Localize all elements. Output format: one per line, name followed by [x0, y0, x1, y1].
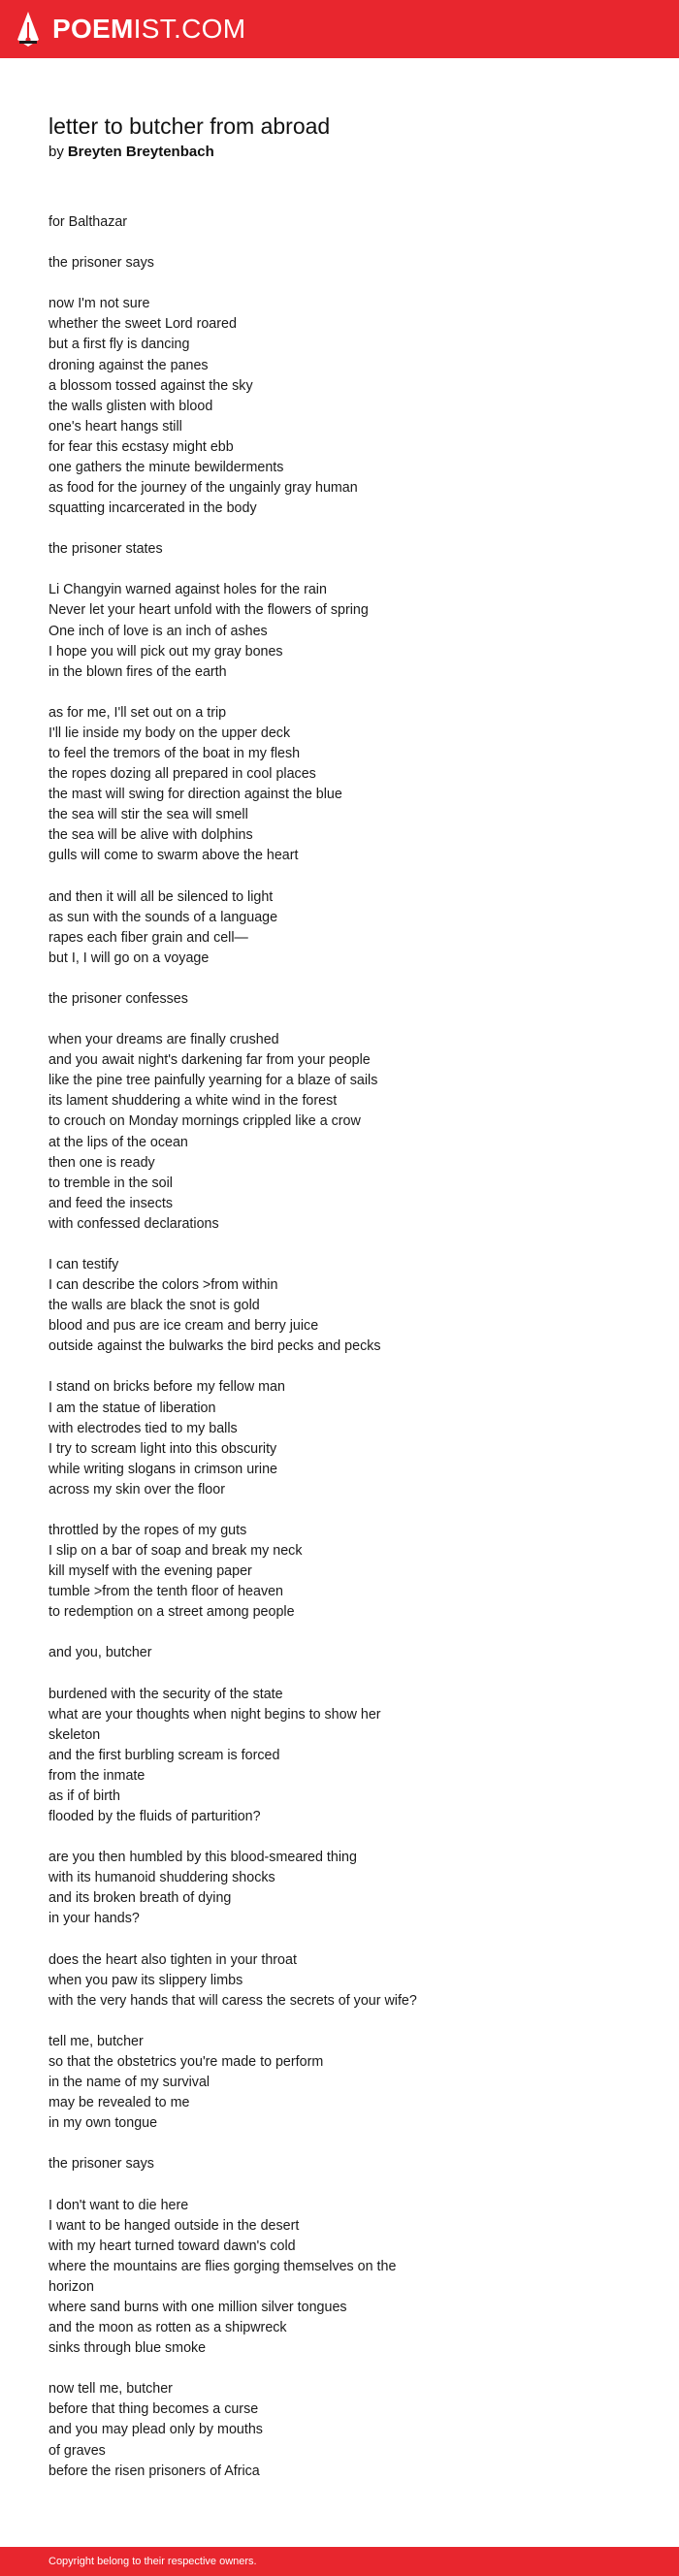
poem-line: and the moon as rotten as a shipwreck [48, 2320, 287, 2336]
poem-line: and then it will all be silenced to light [48, 888, 274, 905]
poem-line: Never let your heart unfold with the flowers of spring [48, 602, 369, 619]
poem-line: but a first fly is dancing [48, 337, 190, 353]
poem-line: the prisoner confesses [48, 990, 188, 1007]
poem-header [48, 112, 630, 163]
poem-line: the walls glisten with blood [48, 398, 213, 414]
poem-line: I'll lie inside my body on the upper deck [48, 724, 291, 741]
stanza-gap [48, 519, 630, 539]
site-header [0, 0, 679, 58]
poem-line: the prisoner says [48, 255, 154, 272]
stanza-gap [48, 274, 630, 294]
poem-line: the sea will be alive with dolphins [48, 827, 253, 844]
poem-line: whether the sweet Lord roared [48, 316, 237, 333]
stanza-gap [48, 2359, 630, 2379]
poem-line: one gathers the minute bewilderments [48, 459, 284, 475]
poem-line: burdened with the security of the state [48, 1686, 283, 1702]
poem-line: droning against the panes [48, 357, 209, 373]
poem-line: to tremble in the soil [48, 1175, 173, 1191]
copyright-notice: Copyright belong to their respective owners. [48, 2556, 257, 2567]
poem-line: in the name of my survival [48, 2075, 210, 2091]
poem-line: a blossom tossed against the sky [48, 377, 253, 394]
poem-line: I don't want to die here [48, 2197, 189, 2213]
poem-line: I can describe the colors >from within [48, 1277, 278, 1294]
poem-line: I hope you will pick out my gray bones [48, 643, 283, 660]
stanza-gap [48, 1500, 630, 1521]
pen-nib-icon [16, 11, 41, 48]
stanza-gap [48, 1357, 630, 1377]
stanza-gap [48, 1623, 630, 1643]
poem-line: across my skin over the floor [48, 1481, 225, 1497]
site-footer [0, 2547, 679, 2576]
poem-line: with confessed declarations [48, 1215, 219, 1232]
stanza-gap [48, 683, 630, 703]
stanza-gap [48, 969, 630, 989]
poem-line: for Balthazar [48, 214, 128, 230]
poem-line: I slip on a bar of soap and break my neck [48, 1543, 303, 1560]
poem-line: of graves [48, 2442, 106, 2459]
stanza-gap [48, 1235, 630, 1255]
poem-line: I try to scream light into this obscurity [48, 1440, 277, 1457]
poem-line: I can testify [48, 1256, 119, 1272]
poem-line: gulls will come to swarm above the heart [48, 848, 299, 864]
poem-line: outside against the bulwarks the bird pecks and pecks [48, 1338, 381, 1355]
poem-line: may be revealed to me [48, 2095, 190, 2111]
poem-line: one's heart hangs still [48, 418, 182, 435]
stanza-gap [48, 560, 630, 580]
logo-text-light: IST.COM [133, 14, 246, 44]
poem-line: the mast will swing for direction against the blue [48, 787, 342, 803]
poem-line: before that thing becomes a curse [48, 2401, 259, 2418]
poem-line: the prisoner says [48, 2156, 154, 2173]
poem-line: tumble >from the tenth floor of heaven [48, 1584, 283, 1600]
stanza-gap [48, 1930, 630, 1950]
poem-line: with the very hands that will caress the secrets of your wife? [48, 1992, 417, 2009]
stanza-gap [48, 233, 630, 253]
poem-line: but I, I will go on a voyage [48, 950, 210, 966]
poem-line: now I'm not sure [48, 296, 150, 312]
stanza-gap [48, 2175, 630, 2196]
poem-line: where sand burns with one million silver tongues [48, 2299, 347, 2315]
poem-line: so that the obstetrics you're made to perform [48, 2054, 324, 2071]
poem-line: from the inmate [48, 1767, 146, 1784]
poem-line: and the first burbling scream is forced [48, 1747, 280, 1763]
poem-line: what are your thoughts when night begins to show her [48, 1706, 381, 1723]
poem-line: and you await night's darkening far from your people [48, 1052, 371, 1069]
poem-line: One inch of love is an inch of ashes [48, 623, 268, 639]
poem-line: flooded by the fluids of parturition? [48, 1809, 261, 1825]
poem-line: I want to be hanged outside in the desert [48, 2217, 300, 2234]
poem-line: skeleton [48, 1726, 101, 1743]
stanza-gap [48, 1010, 630, 1030]
poem-line: at the lips of the ocean [48, 1134, 188, 1150]
poem-line: are you then humbled by this blood-smeared thing [48, 1850, 357, 1866]
poem-line: in your hands? [48, 1911, 140, 1927]
poem-line: while writing slogans in crimson urine [48, 1461, 277, 1477]
poem-line: as for me, I'll set out on a trip [48, 704, 227, 721]
poem-line: throttled by the ropes of my guts [48, 1523, 247, 1538]
poem-line: rapes each fiber grain and cell— [48, 929, 248, 946]
by-label: by [48, 144, 64, 160]
poem-line: with my heart turned toward dawn's cold [48, 2238, 296, 2254]
poem-title: letter to butcher from abroad [48, 113, 331, 139]
poem-line: now tell me, butcher [48, 2381, 173, 2398]
poem-line: with its humanoid shuddering shocks [48, 1870, 275, 1886]
author-name[interactable]: Breyten Breytenbach [67, 144, 214, 160]
poem-line: tell me, butcher [48, 2033, 144, 2049]
poem-line: Li Changyin warned against holes for the rain [48, 582, 327, 598]
stanza-gap [48, 1827, 630, 1848]
poem-line: sinks through blue smoke [48, 2340, 207, 2357]
poem-line: the prisoner states [48, 541, 163, 558]
poem-line: before the risen prisoners of Africa [48, 2463, 260, 2479]
poem-line: as if of birth [48, 1788, 120, 1805]
poem-line: to feel the tremors of the boat in my flesh [48, 746, 301, 762]
poem-line: with electrodes tied to my balls [48, 1420, 238, 1436]
poem-line: the walls are black the snot is gold [48, 1298, 260, 1314]
poem-line: and feed the insects [48, 1195, 173, 1211]
poem-line: in my own tongue [48, 2115, 158, 2132]
poem-line: when you paw its slippery limbs [48, 1972, 243, 1988]
poem-line: then one is ready [48, 1154, 155, 1171]
stanza-gap [48, 1664, 630, 1685]
poem-line: for fear this ecstasy might ebb [48, 438, 234, 455]
poem-line: squatting incarcerated in the body [48, 500, 257, 517]
poem-line: horizon [48, 2278, 94, 2295]
poem-line: kill myself with the evening paper [48, 1563, 252, 1580]
poem-line: and you may plead only by mouths [48, 2422, 263, 2438]
stanza-gap [48, 2134, 630, 2154]
poem-line: in the blown fires of the earth [48, 663, 227, 680]
poem-line: its lament shuddering a white wind in the forest [48, 1093, 338, 1110]
poem-line: the sea will stir the sea will smell [48, 807, 248, 823]
stanza-gap [48, 2012, 630, 2032]
site-logo[interactable] [16, 11, 245, 48]
poem-line: blood and pus are ice cream and berry juice [48, 1318, 319, 1335]
poem-body [48, 212, 630, 2482]
poem-line: and you, butcher [48, 1645, 152, 1661]
poem-line: to redemption on a street among people [48, 1604, 295, 1621]
poem-line: the ropes dozing all prepared in cool places [48, 766, 316, 783]
poem-line: as sun with the sounds of a language [48, 909, 278, 925]
poem-line: to crouch on Monday mornings crippled like a crow [48, 1113, 361, 1130]
poem-line: I am the statue of liberation [48, 1400, 216, 1416]
stanza-gap [48, 867, 630, 887]
poem-line: I stand on bricks before my fellow man [48, 1379, 285, 1396]
poem-line: as food for the journey of the ungainly gray human [48, 480, 358, 497]
poem-line: and its broken breath of dying [48, 1890, 232, 1907]
poem-line: where the mountains are flies gorging themselves on the [48, 2258, 397, 2274]
byline [48, 142, 630, 163]
poem-line: does the heart also tighten in your throat [48, 1951, 297, 1968]
logo-text-bold: POEM [52, 14, 134, 44]
poem-line: like the pine tree painfully yearning for a blaze of sails [48, 1073, 378, 1089]
poem-line: when your dreams are finally crushed [48, 1032, 279, 1048]
